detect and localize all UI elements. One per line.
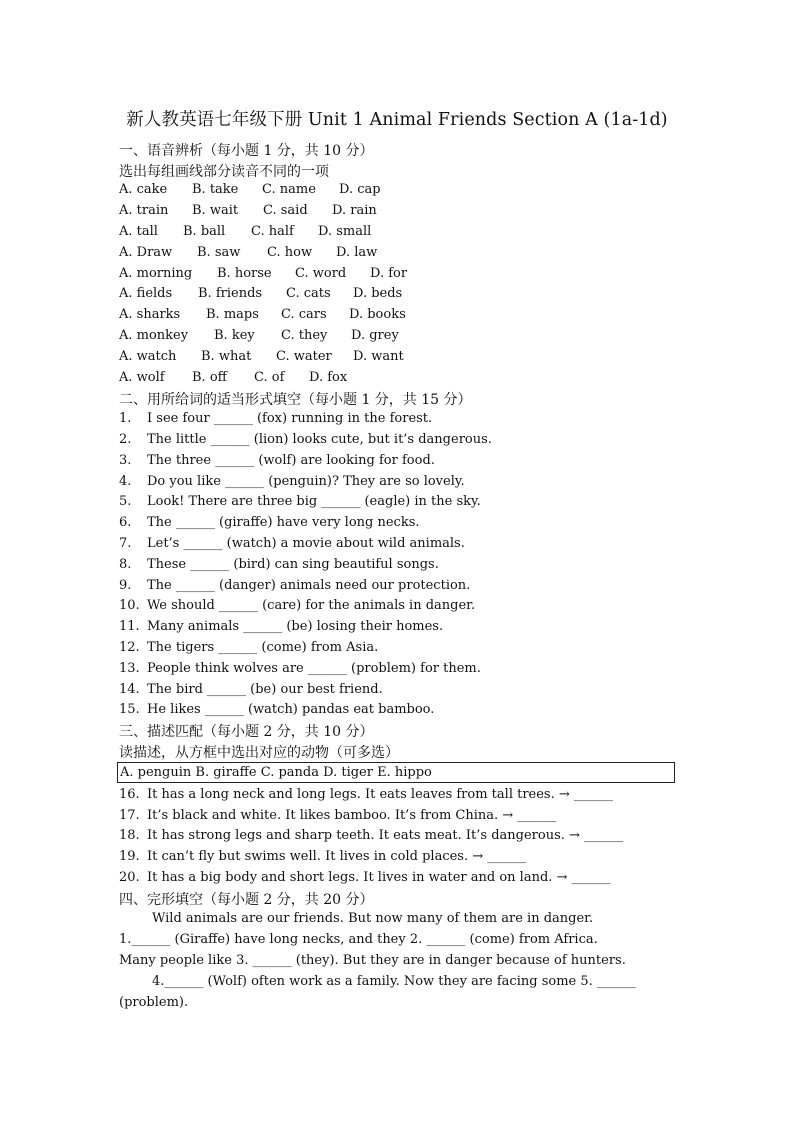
option-a: A. Draw bbox=[119, 245, 173, 260]
part3-heading: 三、描述匹配（每小题 2 分，共 10 分） bbox=[119, 724, 374, 740]
match-item bbox=[119, 808, 556, 828]
item-text: Many animals ______ (be) losing their homes. bbox=[147, 619, 444, 634]
option-a: A. watch bbox=[119, 349, 177, 364]
option-a: A. monkey bbox=[119, 328, 189, 343]
phonetics-row bbox=[119, 245, 377, 265]
item-number: 13. bbox=[119, 661, 140, 676]
option-d: D. small bbox=[318, 224, 372, 239]
option-d: D. want bbox=[353, 349, 404, 364]
option-b: B. off bbox=[192, 370, 227, 385]
option-a: A. wolf bbox=[119, 370, 165, 385]
option-b: B. saw bbox=[197, 245, 241, 260]
fill-in-item bbox=[119, 557, 439, 577]
passage-line: 1.______ (Giraffe) have long necks, and they 2. ______ (come) from Africa. bbox=[119, 932, 598, 947]
fill-in-item bbox=[119, 682, 383, 702]
match-item bbox=[119, 787, 613, 807]
item-text: It has a big body and short legs. It lives in water and on land. → ______ bbox=[147, 870, 611, 885]
item-text: He likes ______ (watch) pandas eat bamboo. bbox=[147, 702, 435, 717]
item-number: 14. bbox=[119, 682, 140, 697]
phonetics-row bbox=[119, 266, 407, 286]
option-b: B. key bbox=[214, 328, 255, 343]
match-item bbox=[119, 828, 623, 848]
option-a: A. sharks bbox=[119, 307, 181, 322]
passage-line: Wild animals are our friends. But now many of them are in danger. bbox=[152, 911, 594, 926]
item-number: 6. bbox=[119, 515, 132, 530]
item-text: It’s black and white. It likes bamboo. It’s from China. → ______ bbox=[147, 808, 557, 823]
part1-instruction: 选出每组画线部分读音不同的一项 bbox=[119, 164, 329, 180]
option-c: C. half bbox=[251, 224, 294, 239]
item-number: 16. bbox=[119, 787, 140, 802]
fill-in-item bbox=[119, 640, 378, 660]
option-a: A. cake bbox=[119, 182, 168, 197]
part2-heading: 二、用所给词的适当形式填空（每小题 1 分，共 15 分） bbox=[119, 392, 472, 408]
fill-in-item bbox=[119, 474, 465, 494]
fill-in-item bbox=[119, 515, 420, 535]
fill-in-item bbox=[119, 453, 435, 473]
option-c: C. word bbox=[295, 266, 347, 281]
option-c: C. cars bbox=[281, 307, 327, 322]
item-number: 1. bbox=[119, 411, 132, 426]
item-number: 2. bbox=[119, 432, 132, 447]
fill-in-item bbox=[119, 432, 492, 452]
part3-instruction: 读描述，从方框中选出对应的动物（可多选） bbox=[119, 745, 399, 761]
item-text: These ______ (bird) can sing beautiful songs. bbox=[147, 557, 439, 572]
part4-heading: 四、完形填空（每小题 2 分，共 20 分） bbox=[119, 892, 374, 908]
option-a: A. tall bbox=[119, 224, 158, 239]
match-item bbox=[119, 849, 526, 869]
item-text: We should ______ (care) for the animals in danger. bbox=[147, 598, 476, 613]
fill-in-item bbox=[119, 598, 475, 618]
item-text: The ______ (giraffe) have very long necks. bbox=[147, 515, 420, 530]
item-number: 18. bbox=[119, 828, 140, 843]
item-text: It has strong legs and sharp teeth. It eats meat. It’s dangerous. → ______ bbox=[147, 828, 624, 843]
option-c: C. they bbox=[281, 328, 328, 343]
passage-line: 4.______ (Wolf) often work as a family. Now they are facing some 5. ______ bbox=[152, 974, 636, 989]
item-text: It has a long neck and long legs. It eats leaves from tall trees. → ______ bbox=[147, 787, 613, 802]
option-b: B. take bbox=[192, 182, 239, 197]
option-c: C. water bbox=[276, 349, 332, 364]
fill-in-item bbox=[119, 536, 465, 556]
option-d: D. grey bbox=[351, 328, 399, 343]
option-d: D. cap bbox=[339, 182, 381, 197]
item-number: 10. bbox=[119, 598, 140, 613]
item-text: People think wolves are ______ (problem) for them. bbox=[147, 661, 481, 676]
item-number: 5. bbox=[119, 494, 132, 509]
phonetics-row bbox=[119, 349, 404, 369]
option-c: C. of bbox=[254, 370, 285, 385]
fill-in-item bbox=[119, 494, 481, 514]
match-item bbox=[119, 870, 611, 890]
item-text: The three ______ (wolf) are looking for food. bbox=[147, 453, 435, 468]
fill-in-item bbox=[119, 411, 432, 431]
phonetics-row bbox=[119, 203, 377, 223]
option-d: D. books bbox=[349, 307, 406, 322]
option-a: A. fields bbox=[119, 286, 173, 301]
phonetics-row bbox=[119, 224, 371, 244]
passage-line: Many people like 3. ______ (they). But they are in danger because of hunters. bbox=[119, 953, 626, 968]
fill-in-item bbox=[119, 702, 434, 722]
item-number: 19. bbox=[119, 849, 140, 864]
option-d: D. rain bbox=[332, 203, 377, 218]
item-number: 17. bbox=[119, 808, 140, 823]
phonetics-row bbox=[119, 182, 381, 202]
option-b: B. friends bbox=[198, 286, 263, 301]
item-number: 11. bbox=[119, 619, 140, 634]
item-text: Look! There are three big ______ (eagle) in the sky. bbox=[147, 494, 481, 509]
item-text: The little ______ (lion) looks cute, but it’s dangerous. bbox=[147, 432, 492, 447]
item-number: 12. bbox=[119, 640, 140, 655]
option-c: C. said bbox=[263, 203, 308, 218]
item-number: 20. bbox=[119, 870, 140, 885]
phonetics-row bbox=[119, 307, 406, 327]
option-a: A. morning bbox=[119, 266, 193, 281]
option-b: B. wait bbox=[192, 203, 239, 218]
option-c: C. how bbox=[267, 245, 313, 260]
option-b: B. ball bbox=[183, 224, 226, 239]
item-number: 4. bbox=[119, 474, 132, 489]
option-b: B. maps bbox=[206, 307, 259, 322]
phonetics-row bbox=[119, 370, 347, 390]
word-box: A. penguin B. giraffe C. panda D. tiger E. hippo bbox=[117, 762, 675, 783]
item-number: 3. bbox=[119, 453, 132, 468]
phonetics-row bbox=[119, 328, 399, 348]
part1-heading: 一、语音辨析（每小题 1 分，共 10 分） bbox=[119, 143, 374, 159]
option-c: C. cats bbox=[286, 286, 331, 301]
option-d: D. fox bbox=[309, 370, 348, 385]
option-b: B. what bbox=[201, 349, 252, 364]
item-number: 7. bbox=[119, 536, 132, 551]
option-b: B. horse bbox=[217, 266, 272, 281]
item-text: The bird ______ (be) our best friend. bbox=[147, 682, 383, 697]
item-text: It can’t fly but swims well. It lives in cold places. → ______ bbox=[147, 849, 527, 864]
item-number: 15. bbox=[119, 702, 140, 717]
option-a: A. train bbox=[119, 203, 169, 218]
passage-line: (problem). bbox=[119, 995, 189, 1010]
item-text: Let’s ______ (watch) a movie about wild animals. bbox=[147, 536, 465, 551]
item-text: I see four ______ (fox) running in the forest. bbox=[147, 411, 433, 426]
item-text: The tigers ______ (come) from Asia. bbox=[147, 640, 379, 655]
fill-in-item bbox=[119, 578, 470, 598]
item-number: 8. bbox=[119, 557, 132, 572]
fill-in-item bbox=[119, 661, 481, 681]
phonetics-row bbox=[119, 286, 402, 306]
option-c: C. name bbox=[262, 182, 316, 197]
page-title: 新人教英语七年级下册 Unit 1 Animal Friends Section A (1a-1d) bbox=[126, 110, 668, 130]
fill-in-item bbox=[119, 619, 443, 639]
item-text: Do you like ______ (penguin)? They are so lovely. bbox=[147, 474, 465, 489]
item-text: The ______ (danger) animals need our protection. bbox=[147, 578, 471, 593]
option-d: D. law bbox=[336, 245, 378, 260]
option-d: D. beds bbox=[353, 286, 403, 301]
option-d: D. for bbox=[370, 266, 408, 281]
item-number: 9. bbox=[119, 578, 132, 593]
